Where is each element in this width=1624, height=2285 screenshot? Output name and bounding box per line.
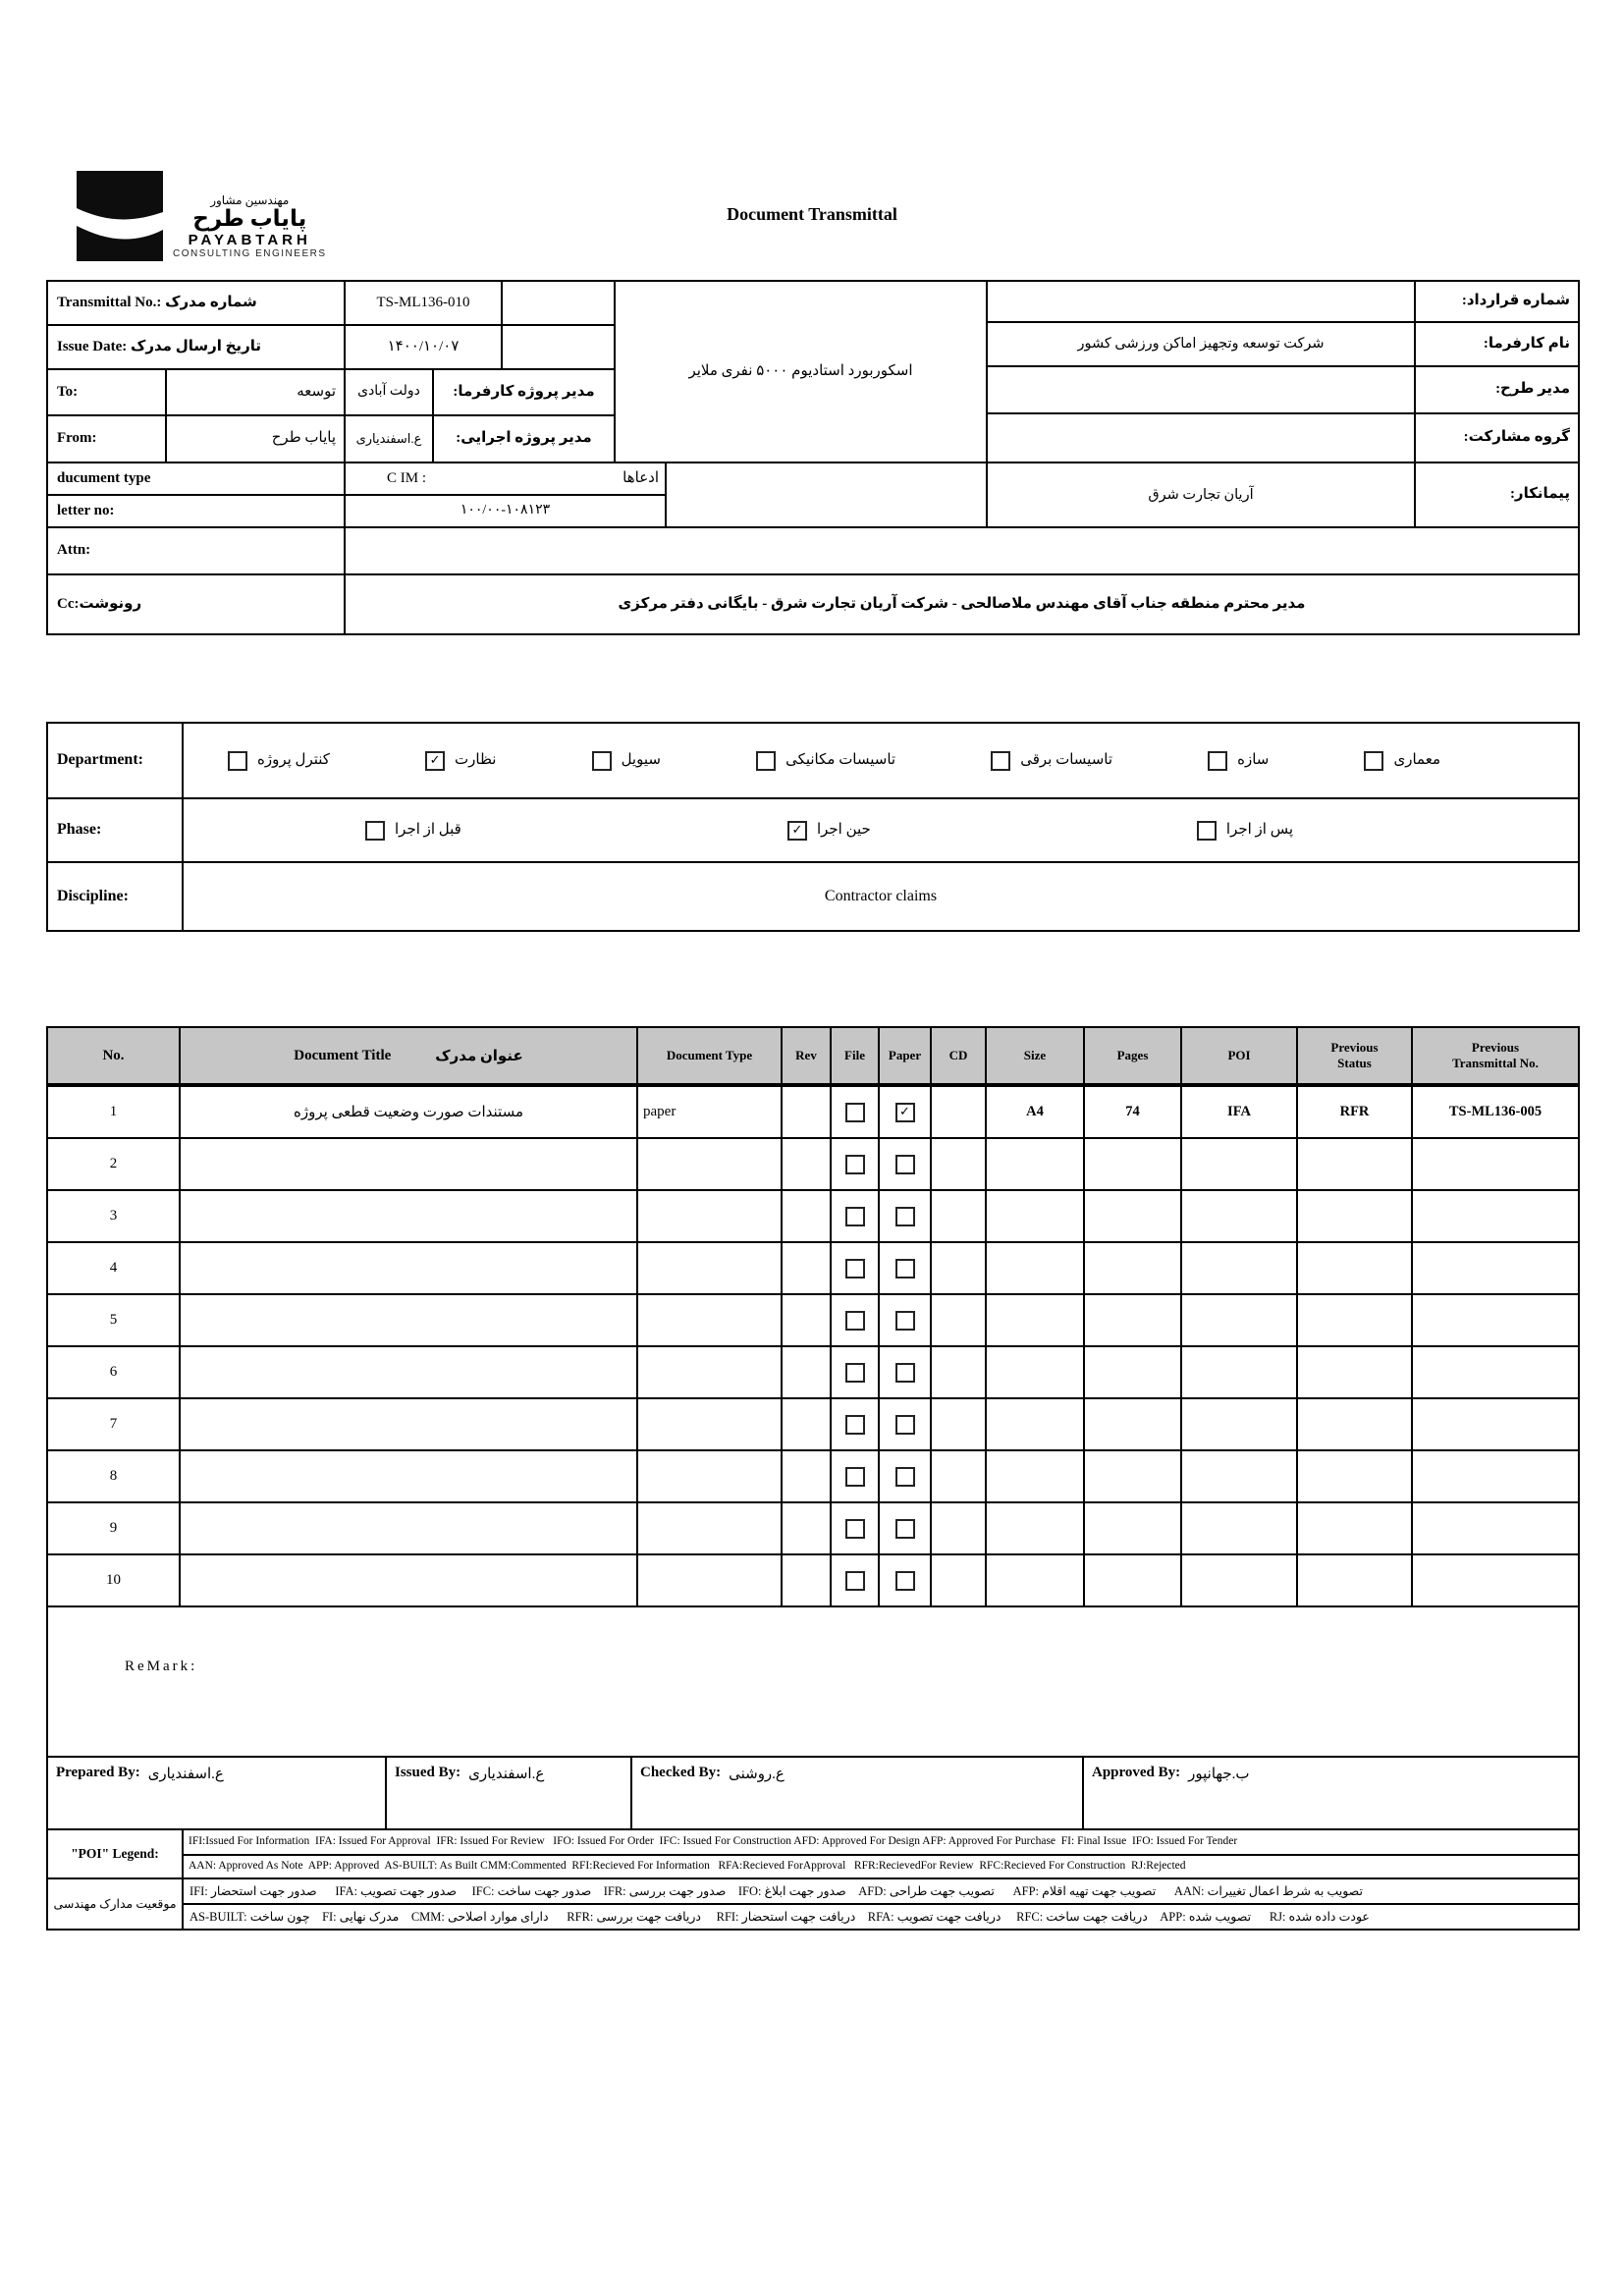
- phase-option: [787, 821, 871, 841]
- plan-manager-value: [986, 365, 1416, 414]
- header-rev: Rev: [781, 1026, 832, 1087]
- table-row: [46, 1553, 1617, 1607]
- row-document-type: [636, 1189, 783, 1243]
- remark-label: ReMark:: [125, 1659, 198, 1674]
- plan-manager-label: مدیر طرح:: [1414, 365, 1580, 414]
- row-no: 6: [46, 1345, 181, 1399]
- row-poi: [1180, 1397, 1298, 1451]
- row-document-type: [636, 1397, 783, 1451]
- row-previous-status: [1296, 1449, 1413, 1503]
- row-file: [830, 1553, 880, 1607]
- row-file: [830, 1501, 880, 1555]
- department-option-label: سازه: [1237, 751, 1270, 768]
- transmittal-no-label: Transmittal No.: شماره مدرک: [46, 280, 346, 326]
- executive-pm-label: مدیر پروژه اجرایی:: [432, 414, 616, 463]
- header-pages: Pages: [1083, 1026, 1182, 1087]
- row-paper: [878, 1501, 932, 1555]
- row-size: [985, 1449, 1085, 1503]
- row-rev: [781, 1397, 832, 1451]
- row-paper: [878, 1137, 932, 1191]
- poi-legend-label: "POI" Legend:: [46, 1828, 184, 1879]
- header-no: No.: [46, 1026, 181, 1087]
- row-size: A4: [985, 1085, 1085, 1139]
- header-poi: POI: [1180, 1026, 1298, 1087]
- row-cd: [930, 1241, 987, 1295]
- letter-no-label: letter no:: [46, 494, 346, 528]
- to-person-value: دولت آبادی: [344, 368, 434, 416]
- header-document-title-fa: عنوان مدرک: [435, 1048, 523, 1064]
- partnership-group-label: گروه مشارکت:: [1414, 412, 1580, 463]
- row-paper: [878, 1241, 932, 1295]
- row-rev: [781, 1137, 832, 1191]
- row-no: 7: [46, 1397, 181, 1451]
- client-name-label: نام کارفرما:: [1414, 321, 1580, 367]
- contract-no-value: [986, 280, 1416, 323]
- department-option-label: تاسیسات برقی: [1020, 751, 1113, 768]
- row-cd: [930, 1345, 987, 1399]
- row-document-title: [179, 1293, 638, 1347]
- row-document-title: مستندات صورت وضعیت قطعی پروژه: [179, 1085, 638, 1139]
- document-table-rows: [46, 1085, 1617, 1607]
- row-size: [985, 1553, 1085, 1607]
- row-previous-transmittal-no: [1411, 1553, 1580, 1607]
- checkbox-paper[interactable]: [895, 1519, 915, 1539]
- department-option: [991, 751, 1112, 771]
- row-cd: [930, 1397, 987, 1451]
- row-paper: [878, 1397, 932, 1451]
- row-size: [985, 1241, 1085, 1295]
- approved-by-value: ب.جهانپور: [1188, 1767, 1250, 1782]
- table-row: [46, 1137, 1617, 1191]
- row-size: [985, 1501, 1085, 1555]
- row-paper: [878, 1553, 932, 1607]
- header-document-title-en: Document Title: [294, 1047, 392, 1063]
- page-title: Document Transmittal: [727, 204, 897, 224]
- phase-option: [1197, 821, 1293, 841]
- checkbox-paper[interactable]: ✓: [895, 1103, 915, 1122]
- poi-legend-persian-line1: IFI: صدور جهت استحضار IFA: صدور جهت تصویب IFC: صدور جهت ساخت IFR: صدور جهت بررسی IFO: صدور جهت ابلاغ AFD: تصویب جهت طراحی AFP: تصویب جهت تهیه اقلام AAN: تصویب به شرط اعمال تغییرات: [182, 1877, 1580, 1905]
- row-paper: [878, 1085, 932, 1139]
- row-document-title: [179, 1345, 638, 1399]
- department-option-label: سیویل: [621, 751, 661, 768]
- row-rev: [781, 1501, 832, 1555]
- transmittal-empty-cell: [501, 280, 616, 326]
- row-poi: [1180, 1553, 1298, 1607]
- checkbox-mechanical[interactable]: [756, 751, 776, 771]
- row-document-title: [179, 1137, 638, 1191]
- checkbox-paper[interactable]: [895, 1311, 915, 1331]
- checkbox-file[interactable]: [845, 1571, 865, 1591]
- row-previous-status: RFR: [1296, 1085, 1413, 1139]
- row-pages: [1083, 1189, 1182, 1243]
- issue-date-empty-cell: [501, 324, 616, 370]
- approved-by-label: Approved By:: [1092, 1765, 1181, 1780]
- row-poi: IFA: [1180, 1085, 1298, 1139]
- cc-label: Cc:رونوشت: [46, 573, 346, 635]
- row-no: 3: [46, 1189, 181, 1243]
- row-pages: 74: [1083, 1085, 1182, 1139]
- prepared-by-label: Prepared By:: [56, 1765, 140, 1780]
- checkbox-paper[interactable]: [895, 1155, 915, 1174]
- row-rev: [781, 1241, 832, 1295]
- row-pages: [1083, 1501, 1182, 1555]
- row-document-type: [636, 1345, 783, 1399]
- row-rev: [781, 1085, 832, 1139]
- row-file: [830, 1345, 880, 1399]
- row-pages: [1083, 1553, 1182, 1607]
- department-option: [592, 751, 661, 771]
- row-cd: [930, 1293, 987, 1347]
- department-option-label: نظارت: [455, 751, 497, 768]
- row-document-title: [179, 1449, 638, 1503]
- contractor-label: پیمانکار:: [1414, 462, 1580, 528]
- row-previous-transmittal-no: [1411, 1397, 1580, 1451]
- header-document-title: [179, 1026, 638, 1087]
- header-file: File: [830, 1026, 880, 1087]
- department-option-label: کنترل پروژه: [257, 751, 330, 768]
- client-pm-label: مدیر پروژه کارفرما:: [432, 368, 616, 416]
- row-rev: [781, 1189, 832, 1243]
- header-cd: CD: [930, 1026, 987, 1087]
- row-no: 4: [46, 1241, 181, 1295]
- row-pages: [1083, 1397, 1182, 1451]
- checkbox-paper[interactable]: [895, 1467, 915, 1487]
- row-size: [985, 1397, 1085, 1451]
- approved-by-box: [1082, 1756, 1580, 1830]
- department-label: Department:: [46, 722, 184, 799]
- checkbox-file[interactable]: [845, 1207, 865, 1226]
- prepared-by-value: ع.اسفندیاری: [147, 1767, 224, 1782]
- row-previous-transmittal-no: [1411, 1345, 1580, 1399]
- row-no: 1: [46, 1085, 181, 1139]
- discipline-value: Contractor claims: [182, 861, 1580, 932]
- partnership-group-value: [986, 412, 1416, 463]
- row-cd: [930, 1137, 987, 1191]
- phase-option-label: پس از اجرا: [1225, 821, 1293, 838]
- phase-label: Phase:: [46, 797, 184, 863]
- checkbox-file[interactable]: [845, 1415, 865, 1435]
- row-file: [830, 1449, 880, 1503]
- row-previous-status: [1296, 1553, 1413, 1607]
- phase-option: [365, 821, 461, 841]
- row-document-title: [179, 1397, 638, 1451]
- document-status-label: موقعیت مدارک مهندسی: [46, 1877, 184, 1931]
- checkbox-file[interactable]: [845, 1103, 865, 1122]
- document-type-label: ducument type: [46, 462, 346, 496]
- row-no: 2: [46, 1137, 181, 1191]
- row-file: [830, 1397, 880, 1451]
- row-file: [830, 1241, 880, 1295]
- row-pages: [1083, 1345, 1182, 1399]
- checkbox-paper[interactable]: [895, 1259, 915, 1279]
- row-document-type: [636, 1501, 783, 1555]
- row-previous-transmittal-no: [1411, 1449, 1580, 1503]
- from-person-value: ع.اسفندیاری: [344, 414, 434, 463]
- checkbox-paper[interactable]: [895, 1415, 915, 1435]
- header-paper: Paper: [878, 1026, 932, 1087]
- table-row: [46, 1501, 1617, 1555]
- row-rev: [781, 1449, 832, 1503]
- row-paper: [878, 1189, 932, 1243]
- attn-label: Attn:: [46, 526, 346, 575]
- logo-subtitle-en: CONSULTING ENGINEERS: [173, 248, 327, 259]
- row-document-type: paper: [636, 1085, 783, 1139]
- row-document-type: [636, 1137, 783, 1191]
- row-cd: [930, 1085, 987, 1139]
- document-type-value: ادعاها: [623, 469, 659, 486]
- row-previous-status: [1296, 1501, 1413, 1555]
- checked-by-box: [630, 1756, 1084, 1830]
- checked-by-label: Checked By:: [640, 1765, 722, 1780]
- poi-legend-english-line1: IFI:Issued For Information IFA: Issued For Approval IFR: Issued For Review IFO: Issued For Order IFC: Issued For Construction AFD: Approved For Design AFP: Approved For Purchase FI: Final Issue IFO: Issued For Tender: [182, 1828, 1580, 1856]
- checkbox-electrical[interactable]: [991, 751, 1010, 771]
- row-document-type: [636, 1553, 783, 1607]
- row-cd: [930, 1449, 987, 1503]
- row-file: [830, 1293, 880, 1347]
- issue-date-value: ۱۴۰۰/۱۰/۰۷: [344, 324, 503, 370]
- row-size: [985, 1293, 1085, 1347]
- issue-date-label: Issue Date: تاریخ ارسال مدرک: [46, 324, 346, 370]
- table-row: [46, 1345, 1617, 1399]
- row-paper: [878, 1345, 932, 1399]
- to-label: To:: [46, 368, 167, 416]
- row-poi: [1180, 1345, 1298, 1399]
- letter-no-value: ۱۰۰/۰۰-۱۰۸۱۲۳: [344, 494, 667, 528]
- logo-title-en: PAYABTARH: [188, 232, 311, 248]
- checkbox-before-execution[interactable]: [365, 821, 385, 841]
- row-previous-status: [1296, 1293, 1413, 1347]
- row-previous-transmittal-no: TS-ML136-005: [1411, 1085, 1580, 1139]
- poi-legend-persian-line2: AS-BUILT: چون ساخت FI: مدرک نهایی CMM: دارای موارد اصلاحی RFR: دریافت جهت بررسی RFI: دریافت جهت استحضار RFA: دریافت جهت تصویب RFC: دریافت جهت ساخت APP: تصویب شده RJ: عودت داده شده: [182, 1903, 1580, 1931]
- row-previous-status: [1296, 1189, 1413, 1243]
- row-pages: [1083, 1293, 1182, 1347]
- client-name-value: شرکت توسعه وتجهیز اماکن ورزشی کشور: [986, 321, 1416, 367]
- table-row: [46, 1085, 1617, 1139]
- department-option: [756, 751, 895, 771]
- phase-option-label: قبل از اجرا: [395, 821, 461, 838]
- cc-value: مدیر محترم منطقه جناب آقای مهندس ملاصالحی - شرکت آریان تجارت شرق - بایگانی دفتر مرکزی: [344, 573, 1580, 635]
- table-row: [46, 1397, 1617, 1451]
- document-table-header-row: [46, 1026, 1617, 1087]
- row-pages: [1083, 1241, 1182, 1295]
- department-option: [228, 751, 330, 771]
- header-previous-status: Previous Status: [1296, 1026, 1413, 1087]
- issued-by-value: ع.اسفندیاری: [468, 1767, 545, 1782]
- row-previous-transmittal-no: [1411, 1241, 1580, 1295]
- checkbox-file[interactable]: [845, 1363, 865, 1383]
- header-previous-transmittal-no: Previous Transmittal No.: [1411, 1026, 1580, 1087]
- from-label: From:: [46, 414, 167, 463]
- attn-value: [344, 526, 1580, 575]
- contract-no-label: شماره قرارداد:: [1414, 280, 1580, 323]
- checked-by-value: ع.روشنی: [729, 1767, 785, 1782]
- row-size: [985, 1189, 1085, 1243]
- row-cd: [930, 1553, 987, 1607]
- checkbox-file[interactable]: [845, 1311, 865, 1331]
- to-org-value: توسعه: [165, 368, 346, 416]
- department-option: [1364, 751, 1440, 771]
- row-previous-transmittal-no: [1411, 1501, 1580, 1555]
- row-previous-status: [1296, 1345, 1413, 1399]
- row-file: [830, 1137, 880, 1191]
- row-poi: [1180, 1449, 1298, 1503]
- contractor-value: آریان تجارت شرق: [986, 462, 1416, 528]
- row-poi: [1180, 1189, 1298, 1243]
- logo-title-fa: پایاب طرح: [192, 206, 307, 231]
- row-document-title: [179, 1501, 638, 1555]
- row-no: 8: [46, 1449, 181, 1503]
- row-document-title: [179, 1553, 638, 1607]
- checkbox-civil[interactable]: [592, 751, 612, 771]
- row-document-title: [179, 1241, 638, 1295]
- phase-option-label: حین اجرا: [816, 821, 871, 838]
- table-row: [46, 1241, 1617, 1295]
- checkbox-file[interactable]: [845, 1259, 865, 1279]
- row-size: [985, 1345, 1085, 1399]
- row-paper: [878, 1449, 932, 1503]
- discipline-label: Discipline:: [46, 861, 184, 932]
- row-document-type: [636, 1241, 783, 1295]
- header-document-type: Document Type: [636, 1026, 783, 1087]
- document-type-cell: [344, 462, 667, 496]
- row-file: [830, 1189, 880, 1243]
- table-row: [46, 1449, 1617, 1503]
- checkbox-control-project[interactable]: [228, 751, 247, 771]
- row-pages: [1083, 1137, 1182, 1191]
- checkbox-paper[interactable]: [895, 1207, 915, 1226]
- row-rev: [781, 1553, 832, 1607]
- table-row: [46, 1293, 1617, 1347]
- row-paper: [878, 1293, 932, 1347]
- header-size: Size: [985, 1026, 1085, 1087]
- row-file: [830, 1085, 880, 1139]
- transmittal-no-value: TS-ML136-010: [344, 280, 503, 326]
- row-no: 10: [46, 1553, 181, 1607]
- prepared-by-box: [46, 1756, 387, 1830]
- remark-section: [46, 1605, 1580, 1758]
- row-poi: [1180, 1241, 1298, 1295]
- checkbox-paper[interactable]: [895, 1363, 915, 1383]
- row-size: [985, 1137, 1085, 1191]
- row-pages: [1083, 1449, 1182, 1503]
- row-no: 5: [46, 1293, 181, 1347]
- from-org-value: پایاب طرح: [165, 414, 346, 463]
- row-previous-transmittal-no: [1411, 1293, 1580, 1347]
- checkbox-structure[interactable]: [1208, 751, 1227, 771]
- row-no: 9: [46, 1501, 181, 1555]
- row-previous-status: [1296, 1137, 1413, 1191]
- checkbox-paper[interactable]: [895, 1571, 915, 1591]
- poi-legend-english-line2: AAN: Approved As Note APP: Approved AS-BUILT: As Built CMM:Commented RFI:Recieved For Information RFA:Recieved ForApproval RFR:RecievedFor Review RFC:Recieved For Construction RJ:Rejected: [182, 1854, 1580, 1879]
- issued-by-box: [385, 1756, 632, 1830]
- checkbox-architecture[interactable]: [1364, 751, 1383, 771]
- document-type-code: C IM :: [387, 469, 427, 486]
- row-previous-status: [1296, 1241, 1413, 1295]
- department-option-label: تاسیسات مکانیکی: [785, 751, 896, 768]
- row-previous-transmittal-no: [1411, 1137, 1580, 1191]
- row-document-type: [636, 1449, 783, 1503]
- document-list-table: [46, 1026, 1617, 1758]
- checkbox-file[interactable]: [845, 1519, 865, 1539]
- checkbox-during-execution[interactable]: ✓: [787, 821, 807, 841]
- row-cd: [930, 1189, 987, 1243]
- checkbox-file[interactable]: [845, 1155, 865, 1174]
- row-rev: [781, 1293, 832, 1347]
- checkbox-file[interactable]: [845, 1467, 865, 1487]
- checkbox-supervision[interactable]: ✓: [425, 751, 445, 771]
- row-rev: [781, 1345, 832, 1399]
- row-document-title: [179, 1189, 638, 1243]
- department-option-label: معماری: [1393, 751, 1440, 768]
- row-previous-transmittal-no: [1411, 1189, 1580, 1243]
- row-poi: [1180, 1501, 1298, 1555]
- row-poi: [1180, 1293, 1298, 1347]
- row-previous-status: [1296, 1397, 1413, 1451]
- row-cd: [930, 1501, 987, 1555]
- phase-options: [182, 797, 1580, 863]
- department-options: [182, 722, 1580, 799]
- table-row: [46, 1189, 1617, 1243]
- row-document-type: [636, 1293, 783, 1347]
- department-option: [1208, 751, 1269, 771]
- signature-row: [46, 1756, 1580, 1830]
- checkbox-after-execution[interactable]: [1197, 821, 1217, 841]
- row-poi: [1180, 1137, 1298, 1191]
- project-name: اسکوربورد استادیوم ۵۰۰۰ نفری ملایر: [614, 280, 988, 463]
- logo-subtitle-fa: مهندسین مشاور: [210, 193, 290, 207]
- issued-by-label: Issued By:: [395, 1765, 461, 1780]
- department-option: [425, 751, 496, 771]
